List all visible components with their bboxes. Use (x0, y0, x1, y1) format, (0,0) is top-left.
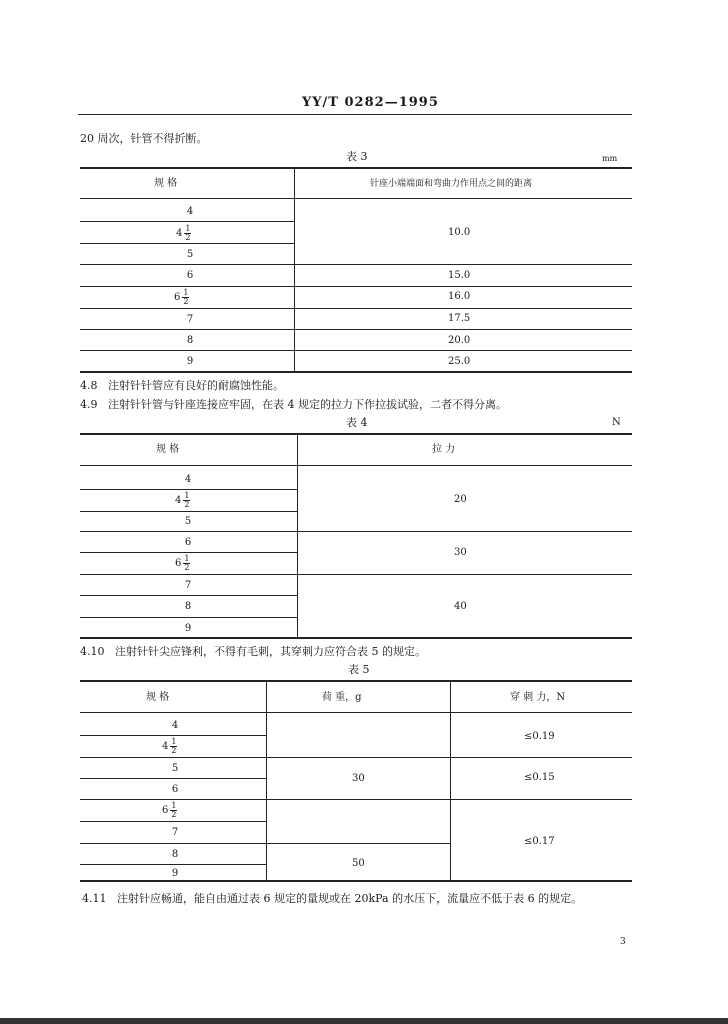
table4-spec: 4 (184, 474, 192, 485)
table3-spec: 6 $\frac{1}{2}$ (174, 288, 189, 306)
table5-row-rule (80, 821, 266, 822)
table4-value: 30 (454, 547, 467, 558)
clause-number: 4.9 (80, 398, 98, 411)
table3-row-rule (80, 329, 632, 330)
table4-value: 40 (454, 601, 467, 612)
clause-4-10 (80, 646, 426, 658)
table4-row-rule (80, 531, 632, 532)
table5-spec: 4 $\frac{1}{2}$ (162, 737, 177, 755)
table3-row-rule (80, 308, 632, 309)
table4-row-rule (80, 595, 297, 596)
table4-row-rule (80, 617, 297, 618)
table5-col1-header: 规 格 (146, 692, 170, 703)
table4-row-rule (80, 574, 632, 575)
table3-caption: 表 3 (346, 150, 368, 163)
table4-header-rule (80, 465, 632, 466)
table3-bottom-rule (80, 371, 632, 373)
table3-header-rule (80, 198, 632, 199)
table3-spec: 9 (186, 356, 194, 367)
table4-spec: 6 (184, 537, 192, 548)
table5-caption: 表 5 (348, 663, 370, 676)
table4-row-rule (80, 552, 297, 553)
table3-value: 25.0 (448, 356, 471, 367)
table3-spec: 6 (186, 270, 194, 281)
table4-spec: 8 (184, 601, 192, 612)
table4-bottom-rule (80, 637, 632, 639)
table5-force: ≤0.19 (524, 731, 555, 742)
table5-row-rule (80, 843, 450, 844)
table4-value: 20 (454, 494, 467, 505)
table5-row-rule (80, 778, 266, 779)
table5-row-rule (80, 799, 632, 800)
clause-4-8 (80, 380, 284, 392)
table3-col2-header: 针座小端端面和弯曲力作用点之间的距离 (370, 179, 533, 189)
clause-number: 4.8 (80, 379, 98, 392)
clause-text: 注射针针尖应锋利，不得有毛刺，其穿刺力应符合表 5 的规定。 (115, 645, 426, 658)
table3-row-rule (80, 286, 632, 287)
table5-bottom-rule (80, 880, 632, 882)
table5-spec: 9 (171, 868, 179, 879)
table5-spec: 6 $\frac{1}{2}$ (162, 801, 177, 819)
table4-unit: N (612, 417, 621, 428)
continuation-text: 20 周次，针管不得折断。 (80, 132, 208, 145)
table3-row-rule (80, 243, 294, 244)
table3-spec: 4 $\frac{1}{2}$ (176, 224, 191, 242)
clause-number: 4.10 (80, 645, 105, 658)
table5-spec: 8 (171, 849, 179, 860)
table5-load: 50 (352, 858, 365, 869)
table3-value: 10.0 (448, 227, 471, 238)
table3-col1-header: 规 格 (154, 178, 178, 189)
clause-text: 注射针针管与针座连接应牢固，在表 4 规定的拉力下作拉拔试验，二者不得分离。 (108, 398, 507, 411)
table5-col2-header: 荷 重，g (322, 692, 362, 703)
table5-spec: 6 (171, 784, 179, 795)
table5-force: ≤0.17 (524, 836, 555, 847)
table3-row-rule (80, 350, 632, 351)
table5-top-rule (80, 680, 632, 682)
table5-spec: 4 (171, 720, 179, 731)
table5-force: ≤0.15 (524, 772, 555, 783)
header-rule (78, 114, 632, 115)
table3-value: 17.5 (448, 313, 471, 324)
table4-row-rule (80, 511, 297, 512)
scan-edge (0, 1018, 728, 1024)
table5-row-rule (80, 864, 266, 865)
table3-value: 15.0 (448, 270, 471, 281)
clause-text: 注射针针管应有良好的耐腐蚀性能。 (108, 379, 284, 392)
standard-number: YY/T 0282—1995 (302, 95, 439, 110)
clause-4-11 (82, 893, 582, 905)
table3-value: 16.0 (448, 291, 471, 302)
table3-value: 20.0 (448, 335, 471, 346)
table5-col3-header: 穿 刺 力，N (510, 692, 566, 703)
table4-col1-header: 规 格 (156, 444, 180, 455)
clause-number: 4.11 (82, 892, 107, 905)
table3-spec: 7 (186, 314, 194, 325)
clause-4-9 (80, 399, 507, 411)
table3-top-rule (80, 167, 632, 169)
table4-spec: 9 (184, 623, 192, 634)
table3-spec: 5 (186, 249, 194, 260)
table5-load: 30 (352, 773, 365, 784)
table4-spec: 5 (184, 516, 192, 527)
table4-spec: 6 $\frac{1}{2}$ (175, 554, 190, 572)
table3-row-rule (80, 264, 632, 265)
table4-top-rule (80, 433, 632, 435)
table5-spec: 5 (171, 763, 179, 774)
clause-text: 注射针应畅通，能自由通过表 6 规定的量规或在 20kPa 的水压下，流量应不低于表 6 的规定。 (117, 892, 583, 905)
table3-row-rule (80, 221, 294, 222)
table4-spec: 7 (184, 580, 192, 591)
table5-col-divider-1 (266, 681, 267, 881)
table3-unit: mm (602, 154, 618, 163)
table4-spec: 4 $\frac{1}{2}$ (175, 491, 190, 509)
table4-caption: 表 4 (346, 416, 368, 429)
table5-row-rule (80, 757, 632, 758)
table4-col2-header: 拉 力 (432, 444, 456, 455)
table3-spec: 8 (186, 335, 194, 346)
table3-spec: 4 (186, 206, 194, 217)
table5-col-divider-2 (450, 681, 451, 881)
table5-spec: 7 (171, 827, 179, 838)
table4-row-rule (80, 489, 297, 490)
table5-header-rule (80, 712, 632, 713)
page-number: 3 (620, 937, 626, 947)
table5-row-rule (80, 735, 266, 736)
